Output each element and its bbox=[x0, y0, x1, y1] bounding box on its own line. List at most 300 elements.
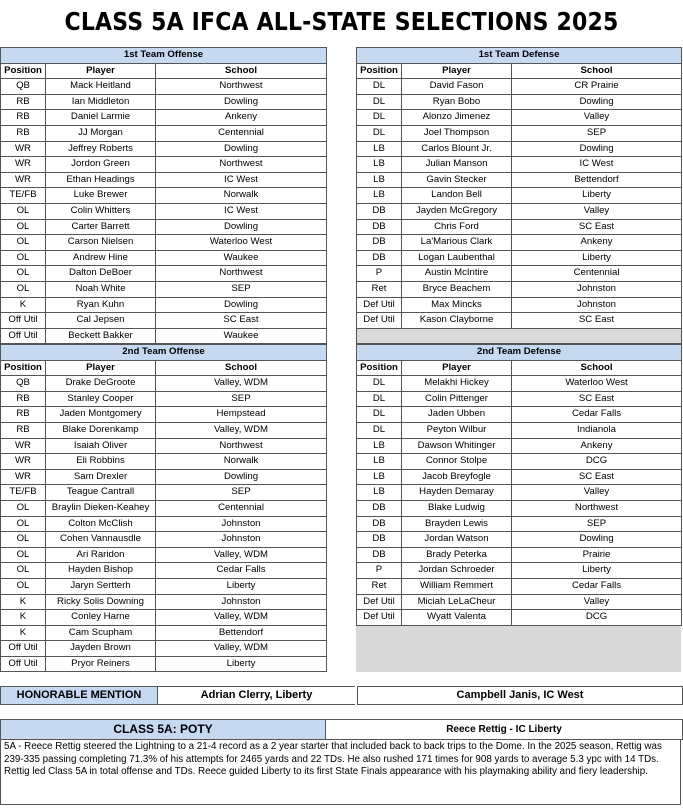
player-cell: Beckett Bakker bbox=[46, 328, 156, 344]
table-row bbox=[1, 656, 327, 672]
school-cell: Waukee bbox=[156, 250, 327, 266]
table-row bbox=[1, 594, 327, 610]
position-cell: Ret bbox=[357, 578, 402, 594]
table-row bbox=[1, 532, 327, 548]
table-row bbox=[357, 94, 682, 110]
table-row bbox=[357, 532, 682, 548]
column-header-school: School bbox=[512, 63, 682, 79]
player-cell: Ryan Bobo bbox=[402, 94, 512, 110]
player-cell: William Remmert bbox=[402, 578, 512, 594]
position-cell: DB bbox=[357, 250, 402, 266]
player-cell: Landon Bell bbox=[402, 188, 512, 204]
position-cell: OL bbox=[1, 203, 46, 219]
player-cell: Hayden Demaray bbox=[402, 485, 512, 501]
player-cell: Hayden Bishop bbox=[46, 563, 156, 579]
position-cell: K bbox=[1, 297, 46, 313]
table-row bbox=[357, 469, 682, 485]
school-cell: Johnston bbox=[512, 281, 682, 297]
section-heading-row bbox=[357, 345, 682, 361]
school-cell: Valley, WDM bbox=[156, 547, 327, 563]
table-row bbox=[1, 438, 327, 454]
column-header-row bbox=[357, 63, 682, 79]
school-cell: Norwalk bbox=[156, 454, 327, 470]
table-row bbox=[1, 188, 327, 204]
table-row bbox=[357, 438, 682, 454]
table-row bbox=[1, 79, 327, 95]
position-cell: K bbox=[1, 625, 46, 641]
player-cell: La'Marious Clark bbox=[402, 235, 512, 251]
school-cell: Bettendorf bbox=[512, 172, 682, 188]
table-row bbox=[1, 516, 327, 532]
position-cell: OL bbox=[1, 547, 46, 563]
player-cell: Jaryn Sertterh bbox=[46, 578, 156, 594]
table-row bbox=[1, 376, 327, 392]
school-cell: Dowling bbox=[156, 297, 327, 313]
position-cell: WR bbox=[1, 454, 46, 470]
player-cell: Dawson Whitinger bbox=[402, 438, 512, 454]
school-cell: SEP bbox=[156, 485, 327, 501]
column-header-position: Position bbox=[1, 360, 46, 376]
player-cell: Joel Thompson bbox=[402, 125, 512, 141]
player-cell: Kason Clayborne bbox=[402, 313, 512, 329]
player-cell: Melakhi Hickey bbox=[402, 376, 512, 392]
table-row bbox=[357, 110, 682, 126]
school-cell: Liberty bbox=[156, 656, 327, 672]
position-cell: TE/FB bbox=[1, 485, 46, 501]
table-row bbox=[1, 485, 327, 501]
position-cell: OL bbox=[1, 235, 46, 251]
position-cell: RB bbox=[1, 110, 46, 126]
position-cell: DB bbox=[357, 516, 402, 532]
school-cell: IC West bbox=[156, 203, 327, 219]
position-cell: DB bbox=[357, 547, 402, 563]
player-cell: Colin Whitters bbox=[46, 203, 156, 219]
section-heading: 2nd Team Defense bbox=[357, 345, 682, 361]
school-cell: IC West bbox=[512, 157, 682, 173]
player-cell: Drake DeGroote bbox=[46, 376, 156, 392]
player-cell: Eli Robbins bbox=[46, 454, 156, 470]
school-cell: Ankeny bbox=[512, 235, 682, 251]
table-row bbox=[1, 469, 327, 485]
player-cell: Gavin Stecker bbox=[402, 172, 512, 188]
table-row bbox=[1, 407, 327, 423]
school-cell: Dowling bbox=[156, 94, 327, 110]
position-cell: OL bbox=[1, 266, 46, 282]
table-row bbox=[1, 110, 327, 126]
school-cell: Northwest bbox=[156, 266, 327, 282]
player-cell: Isaiah Oliver bbox=[46, 438, 156, 454]
position-cell: OL bbox=[1, 563, 46, 579]
position-cell: LB bbox=[357, 438, 402, 454]
table-row bbox=[1, 563, 327, 579]
position-cell: OL bbox=[1, 219, 46, 235]
school-cell: Northwest bbox=[156, 79, 327, 95]
player-cell: JJ Morgan bbox=[46, 125, 156, 141]
first-team-offense-table bbox=[0, 47, 327, 344]
table-row bbox=[1, 313, 327, 329]
column-header-row bbox=[357, 360, 682, 376]
player-cell: Ryan Kuhn bbox=[46, 297, 156, 313]
school-cell: Liberty bbox=[512, 188, 682, 204]
player-cell: Peyton Wilbur bbox=[402, 422, 512, 438]
player-cell: Blake Dorenkamp bbox=[46, 422, 156, 438]
school-cell: Northwest bbox=[156, 157, 327, 173]
table-row bbox=[357, 578, 682, 594]
player-cell: Carlos Blount Jr. bbox=[402, 141, 512, 157]
school-cell: Johnston bbox=[156, 516, 327, 532]
player-cell: Andrew Hine bbox=[46, 250, 156, 266]
table-row bbox=[1, 125, 327, 141]
player-cell: Braylin Dieken-Keahey bbox=[46, 500, 156, 516]
school-cell: Cedar Falls bbox=[156, 563, 327, 579]
school-cell: Dowling bbox=[156, 469, 327, 485]
player-cell: Cohen Vannausdle bbox=[46, 532, 156, 548]
player-cell: Colton McClish bbox=[46, 516, 156, 532]
column-header-position: Position bbox=[1, 63, 46, 79]
honorable-mention-name: Campbell Janis, IC West bbox=[357, 686, 683, 705]
school-cell: Indianola bbox=[512, 422, 682, 438]
school-cell: Centennial bbox=[156, 500, 327, 516]
position-cell: DL bbox=[357, 407, 402, 423]
school-cell: Valley bbox=[512, 110, 682, 126]
table-row bbox=[1, 610, 327, 626]
position-cell: DL bbox=[357, 110, 402, 126]
position-cell: LB bbox=[357, 469, 402, 485]
table-row bbox=[1, 203, 327, 219]
position-cell: K bbox=[1, 610, 46, 626]
school-cell: IC West bbox=[156, 172, 327, 188]
position-cell: RB bbox=[1, 125, 46, 141]
poty-winner: Reece Rettig - IC Liberty bbox=[325, 719, 683, 740]
column-header-player: Player bbox=[402, 360, 512, 376]
table-row bbox=[1, 235, 327, 251]
table-row bbox=[357, 500, 682, 516]
school-cell: Prairie bbox=[512, 547, 682, 563]
table-row bbox=[1, 422, 327, 438]
table-row bbox=[357, 485, 682, 501]
player-cell: Stanley Cooper bbox=[46, 391, 156, 407]
player-cell: Jayden McGregory bbox=[402, 203, 512, 219]
player-cell: Connor Stolpe bbox=[402, 454, 512, 470]
school-cell: SC East bbox=[512, 391, 682, 407]
position-cell: Off Util bbox=[1, 328, 46, 344]
table-row bbox=[1, 625, 327, 641]
empty-filler-area bbox=[356, 626, 681, 672]
player-cell: Bryce Beachem bbox=[402, 281, 512, 297]
table-row bbox=[357, 563, 682, 579]
position-cell: DB bbox=[357, 235, 402, 251]
table-row bbox=[357, 454, 682, 470]
column-header-player: Player bbox=[46, 360, 156, 376]
table-row bbox=[357, 157, 682, 173]
player-cell: Conley Harne bbox=[46, 610, 156, 626]
player-cell: Jaden Montgomery bbox=[46, 407, 156, 423]
school-cell: Waterloo West bbox=[156, 235, 327, 251]
table-row bbox=[357, 125, 682, 141]
player-cell: Ethan Headings bbox=[46, 172, 156, 188]
table-row bbox=[357, 594, 682, 610]
player-cell: Daniel Larmie bbox=[46, 110, 156, 126]
column-header-row bbox=[1, 63, 327, 79]
position-cell: Def Util bbox=[357, 313, 402, 329]
position-cell: OL bbox=[1, 532, 46, 548]
table-row bbox=[1, 157, 327, 173]
table-row bbox=[357, 297, 682, 313]
school-cell: Cedar Falls bbox=[512, 578, 682, 594]
school-cell: Johnston bbox=[156, 594, 327, 610]
section-heading-row bbox=[1, 345, 327, 361]
column-header-position: Position bbox=[357, 360, 402, 376]
school-cell: Norwalk bbox=[156, 188, 327, 204]
school-cell: Northwest bbox=[512, 500, 682, 516]
school-cell: SEP bbox=[156, 391, 327, 407]
school-cell: Bettendorf bbox=[156, 625, 327, 641]
second-team-offense-table bbox=[0, 344, 327, 672]
section-heading: 1st Team Defense bbox=[357, 48, 682, 64]
column-header-school: School bbox=[156, 360, 327, 376]
table-row bbox=[357, 281, 682, 297]
table-row bbox=[357, 422, 682, 438]
position-cell: OL bbox=[1, 578, 46, 594]
table-row bbox=[1, 297, 327, 313]
position-cell: RB bbox=[1, 94, 46, 110]
position-cell: QB bbox=[1, 376, 46, 392]
table-row bbox=[1, 94, 327, 110]
position-cell: OL bbox=[1, 281, 46, 297]
school-cell: Dowling bbox=[512, 94, 682, 110]
school-cell: Valley bbox=[512, 485, 682, 501]
table-row bbox=[1, 547, 327, 563]
school-cell: SEP bbox=[512, 516, 682, 532]
column-header-player: Player bbox=[46, 63, 156, 79]
player-cell: Jaden Ubben bbox=[402, 407, 512, 423]
position-cell: Def Util bbox=[357, 594, 402, 610]
table-row bbox=[357, 266, 682, 282]
table-row bbox=[1, 219, 327, 235]
position-cell: RB bbox=[1, 391, 46, 407]
column-header-position: Position bbox=[357, 63, 402, 79]
player-cell: Luke Brewer bbox=[46, 188, 156, 204]
table-row bbox=[1, 328, 327, 344]
table-row bbox=[357, 547, 682, 563]
column-header-row bbox=[1, 360, 327, 376]
school-cell: CR Prairie bbox=[512, 79, 682, 95]
table-row bbox=[1, 391, 327, 407]
player-cell: Brady Peterka bbox=[402, 547, 512, 563]
section-heading: 2nd Team Offense bbox=[1, 345, 327, 361]
school-cell: Valley bbox=[512, 594, 682, 610]
position-cell: DL bbox=[357, 79, 402, 95]
player-cell: Blake Ludwig bbox=[402, 500, 512, 516]
first-team-defense-table bbox=[356, 47, 682, 344]
table-row bbox=[357, 250, 682, 266]
school-cell: DCG bbox=[512, 454, 682, 470]
position-cell: WR bbox=[1, 172, 46, 188]
school-cell: Waterloo West bbox=[512, 376, 682, 392]
player-cell: Teague Cantrall bbox=[46, 485, 156, 501]
table-row bbox=[357, 235, 682, 251]
school-cell: Dowling bbox=[512, 532, 682, 548]
position-cell: QB bbox=[1, 79, 46, 95]
table-row bbox=[357, 219, 682, 235]
table-row bbox=[1, 578, 327, 594]
school-cell: Centennial bbox=[512, 266, 682, 282]
player-cell: Cam Scupham bbox=[46, 625, 156, 641]
school-cell: DCG bbox=[512, 610, 682, 626]
position-cell: WR bbox=[1, 157, 46, 173]
player-cell: Carson Nielsen bbox=[46, 235, 156, 251]
position-cell: LB bbox=[357, 188, 402, 204]
column-header-player: Player bbox=[402, 63, 512, 79]
table-row bbox=[357, 610, 682, 626]
school-cell: Dowling bbox=[156, 219, 327, 235]
school-cell: Hempstead bbox=[156, 407, 327, 423]
player-cell: Jordan Schroeder bbox=[402, 563, 512, 579]
position-cell: DL bbox=[357, 391, 402, 407]
player-cell: Dalton DeBoer bbox=[46, 266, 156, 282]
table-row bbox=[357, 313, 682, 329]
table-row bbox=[1, 141, 327, 157]
player-cell: Jordan Watson bbox=[402, 532, 512, 548]
school-cell: SC East bbox=[512, 313, 682, 329]
player-cell: Ian Middleton bbox=[46, 94, 156, 110]
poty-label: CLASS 5A: POTY bbox=[0, 719, 326, 740]
player-cell: Jeffrey Roberts bbox=[46, 141, 156, 157]
school-cell: Northwest bbox=[156, 438, 327, 454]
school-cell: Valley, WDM bbox=[156, 422, 327, 438]
position-cell: WR bbox=[1, 469, 46, 485]
position-cell: DB bbox=[357, 500, 402, 516]
school-cell: SEP bbox=[156, 281, 327, 297]
player-cell: Noah White bbox=[46, 281, 156, 297]
table-row bbox=[1, 500, 327, 516]
table-row bbox=[1, 454, 327, 470]
school-cell: SEP bbox=[512, 125, 682, 141]
position-cell: DB bbox=[357, 203, 402, 219]
column-header-school: School bbox=[156, 63, 327, 79]
school-cell: Centennial bbox=[156, 125, 327, 141]
poty-description: 5A - Reece Rettig steered the Lightning to a 21-4 record as a 2 year starter that included back to back trips to the Dome. In the 2025 season, Rettig was 239-335 passing completing 71.3% of his attempts for 2465 yards and 22 TDs. He also rushed 171 times for 908 yards to average 5.3 ypc with 14 TDs. Rettig led Class 5A in total offense and TDs. Reece guided Liberty to its first State Finals appearance with his playmaking ability and fiery leadership. bbox=[0, 739, 681, 805]
school-cell: Cedar Falls bbox=[512, 407, 682, 423]
honorable-mention-label: HONORABLE MENTION bbox=[0, 686, 158, 705]
player-cell: Logan Laubenthal bbox=[402, 250, 512, 266]
position-cell: DL bbox=[357, 376, 402, 392]
school-cell: Ankeny bbox=[512, 438, 682, 454]
table-row bbox=[1, 250, 327, 266]
section-heading: 1st Team Offense bbox=[1, 48, 327, 64]
player-cell: Jacob Breyfogle bbox=[402, 469, 512, 485]
position-cell: Off Util bbox=[1, 656, 46, 672]
school-cell: SC East bbox=[512, 219, 682, 235]
school-cell: Valley, WDM bbox=[156, 610, 327, 626]
position-cell: WR bbox=[1, 141, 46, 157]
school-cell: SC East bbox=[512, 469, 682, 485]
position-cell: LB bbox=[357, 157, 402, 173]
player-cell: Colin Pittenger bbox=[402, 391, 512, 407]
school-cell: Valley bbox=[512, 203, 682, 219]
position-cell: Ret bbox=[357, 281, 402, 297]
player-cell: Jordon Green bbox=[46, 157, 156, 173]
position-cell: LB bbox=[357, 141, 402, 157]
column-header-school: School bbox=[512, 360, 682, 376]
position-cell: DL bbox=[357, 94, 402, 110]
position-cell: K bbox=[1, 594, 46, 610]
player-cell: Austin McIntire bbox=[402, 266, 512, 282]
player-cell: Carter Barrett bbox=[46, 219, 156, 235]
position-cell: TE/FB bbox=[1, 188, 46, 204]
honorable-mention-row bbox=[0, 686, 683, 705]
table-row bbox=[357, 172, 682, 188]
player-cell: Julian Manson bbox=[402, 157, 512, 173]
table-row bbox=[357, 407, 682, 423]
position-cell: Def Util bbox=[357, 610, 402, 626]
position-cell: P bbox=[357, 266, 402, 282]
position-cell: Def Util bbox=[357, 297, 402, 313]
school-cell: Waukee bbox=[156, 328, 327, 344]
empty-row bbox=[357, 328, 682, 344]
position-cell: Off Util bbox=[1, 313, 46, 329]
player-cell: Mack Heitland bbox=[46, 79, 156, 95]
position-cell: LB bbox=[357, 485, 402, 501]
player-cell: Miciah LeLaCheur bbox=[402, 594, 512, 610]
page-title: CLASS 5A IFCA ALL-STATE SELECTIONS 2025 bbox=[64, 7, 619, 36]
position-cell: DB bbox=[357, 219, 402, 235]
section-heading-row bbox=[357, 48, 682, 64]
position-cell: RB bbox=[1, 407, 46, 423]
position-cell: LB bbox=[357, 454, 402, 470]
school-cell: Liberty bbox=[156, 578, 327, 594]
school-cell: Dowling bbox=[156, 141, 327, 157]
table-row bbox=[357, 516, 682, 532]
school-cell: Liberty bbox=[512, 563, 682, 579]
school-cell: Johnston bbox=[156, 532, 327, 548]
table-row bbox=[1, 266, 327, 282]
player-cell: Brayden Lewis bbox=[402, 516, 512, 532]
school-cell: Dowling bbox=[512, 141, 682, 157]
table-row bbox=[1, 281, 327, 297]
section-heading-row bbox=[1, 48, 327, 64]
player-cell: Ricky Solis Downing bbox=[46, 594, 156, 610]
table-row bbox=[1, 641, 327, 657]
player-cell: Sam Drexler bbox=[46, 469, 156, 485]
player-cell: David Fason bbox=[402, 79, 512, 95]
school-cell: Liberty bbox=[512, 250, 682, 266]
second-team-defense-table bbox=[356, 344, 682, 626]
position-cell: DB bbox=[357, 532, 402, 548]
player-cell: Wyatt Valenta bbox=[402, 610, 512, 626]
player-cell: Jayden Brown bbox=[46, 641, 156, 657]
table-row bbox=[357, 141, 682, 157]
table-row bbox=[357, 376, 682, 392]
honorable-mention-name: Adrian Clerry, Liberty bbox=[158, 686, 355, 705]
school-cell: Ankeny bbox=[156, 110, 327, 126]
position-cell: DL bbox=[357, 422, 402, 438]
player-cell: Pryor Reiners bbox=[46, 656, 156, 672]
table-row bbox=[1, 172, 327, 188]
school-cell: Valley, WDM bbox=[156, 641, 327, 657]
position-cell: Off Util bbox=[1, 641, 46, 657]
player-cell: Cal Jepsen bbox=[46, 313, 156, 329]
position-cell: WR bbox=[1, 438, 46, 454]
position-cell: OL bbox=[1, 516, 46, 532]
position-cell: P bbox=[357, 563, 402, 579]
table-row bbox=[357, 391, 682, 407]
player-cell: Chris Ford bbox=[402, 219, 512, 235]
school-cell: Johnston bbox=[512, 297, 682, 313]
position-cell: RB bbox=[1, 422, 46, 438]
school-cell: SC East bbox=[156, 313, 327, 329]
position-cell: LB bbox=[357, 172, 402, 188]
